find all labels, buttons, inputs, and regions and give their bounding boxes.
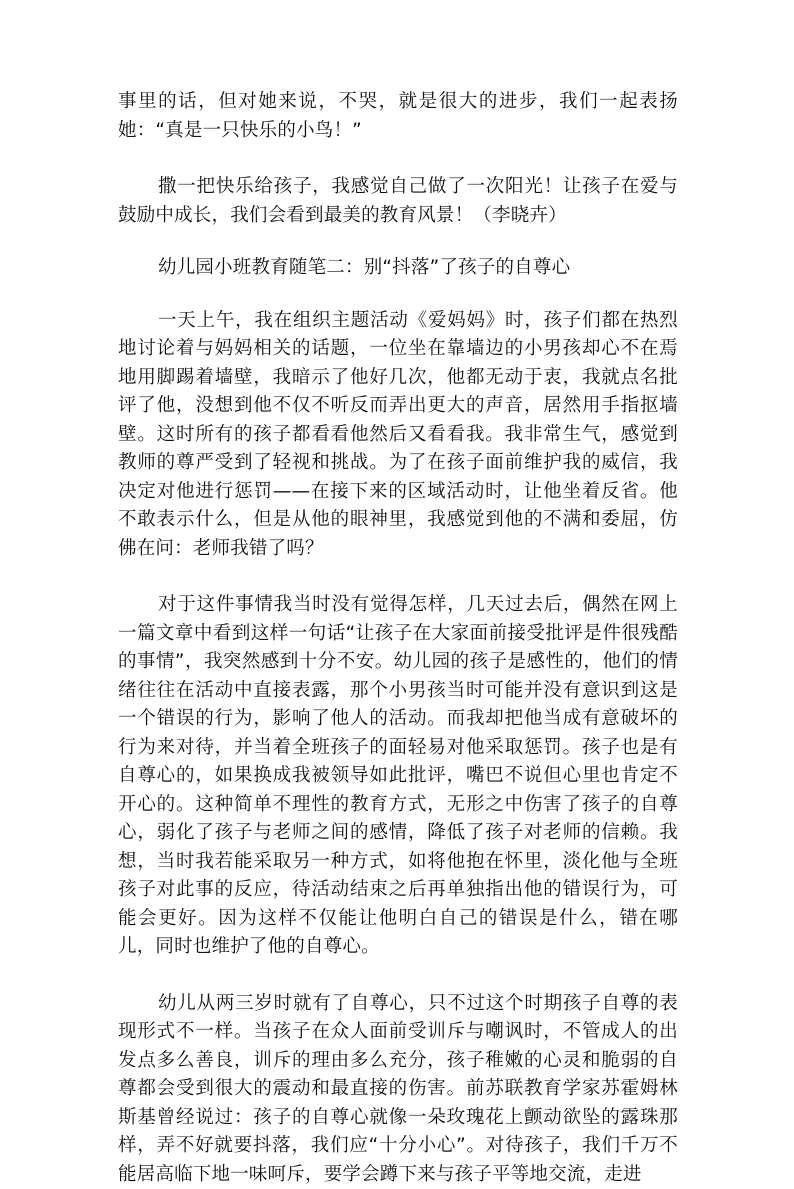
document-page <box>118 88 678 1189</box>
paragraph-self-esteem: 幼儿从两三岁时就有了自尊心，只不过这个时期孩子自尊的表现形式不一样。当孩子在众人面前受训斥与嘲讽时，不管成人的出发点多么善良，训斥的理由多么充分，孩子稚嫩的心灵和脆弱的自尊都会受到很大的震动和最直接的伤害。前苏联教育学家苏霍姆林斯基曾经说过：孩子的自尊心就像一朵玫瑰花上颤动欲坠的露珠那样，弄不好就要抖落，我们应“十分小心”。对待孩子，我们千万不能居高临下地一味呵斥，要学会蹲下来与孩子平等地交流，走进 <box>118 990 678 1189</box>
paragraph-story: 一天上午，我在组织主题活动《爱妈妈》时，孩子们都在热烈地讨论着与妈妈相关的话题，一位坐在靠墙边的小男孩却心不在焉地用脚踢着墙壁，我暗示了他好几次，他都无动于衷，我就点名批评了他，没想到他不仅不听反而弄出更大的声音，居然用手指抠墙壁。这时所有的孩子都看看他然后又看看我。我非常生气，感觉到教师的尊严受到了轻视和挑战。为了在孩子面前维护我的威信，我决定对他进行惩罚——在接下来的区域活动时，让他坐着反省。他不敢表示什么，但是从他的眼神里，我感觉到他的不满和委屈，仿佛在问：老师我错了吗？ <box>118 307 678 564</box>
section-heading: 幼儿园小班教育随笔二：别“抖落”了孩子的自尊心 <box>118 254 678 283</box>
paragraph-continuation: 事里的话，但对她来说，不哭，就是很大的进步，我们一起表扬她：“真是一只快乐的小鸟！” <box>118 88 678 145</box>
paragraph-closing: 撒一把快乐给孩子，我感觉自己做了一次阳光！让孩子在爱与鼓励中成长，我们会看到最美的教育风景！（李晓卉） <box>118 173 678 230</box>
paragraph-reflection: 对于这件事情我当时没有觉得怎样，几天过去后，偶然在网上一篇文章中看到这样一句话“让孩子在大家面前接受批评是件很残酷的事情”，我突然感到十分不安。幼儿园的孩子是感性的，他们的情绪往往在活动中直接表露，那个小男孩当时可能并没有意识到这是一个错误的行为，影响了他人的活动。而我却把他当成有意破坏的行为来对待，并当着全班孩子的面轻易对他采取惩罚。孩子也是有自尊心的，如果换成我被领导如此批评，嘴巴不说但心里也肯定不开心的。这种简单不理性的教育方式，无形之中伤害了孩子的自尊心，弱化了孩子与老师之间的感情，降低了孩子对老师的信赖。我想，当时我若能采取另一种方式，如将他抱在怀里，淡化他与全班孩子对此事的反应，待活动结束之后再单独指出他的错误行为，可能会更好。因为这样不仅能让他明白自己的错误是什么，错在哪儿，同时也维护了他的自尊心。 <box>118 591 678 962</box>
